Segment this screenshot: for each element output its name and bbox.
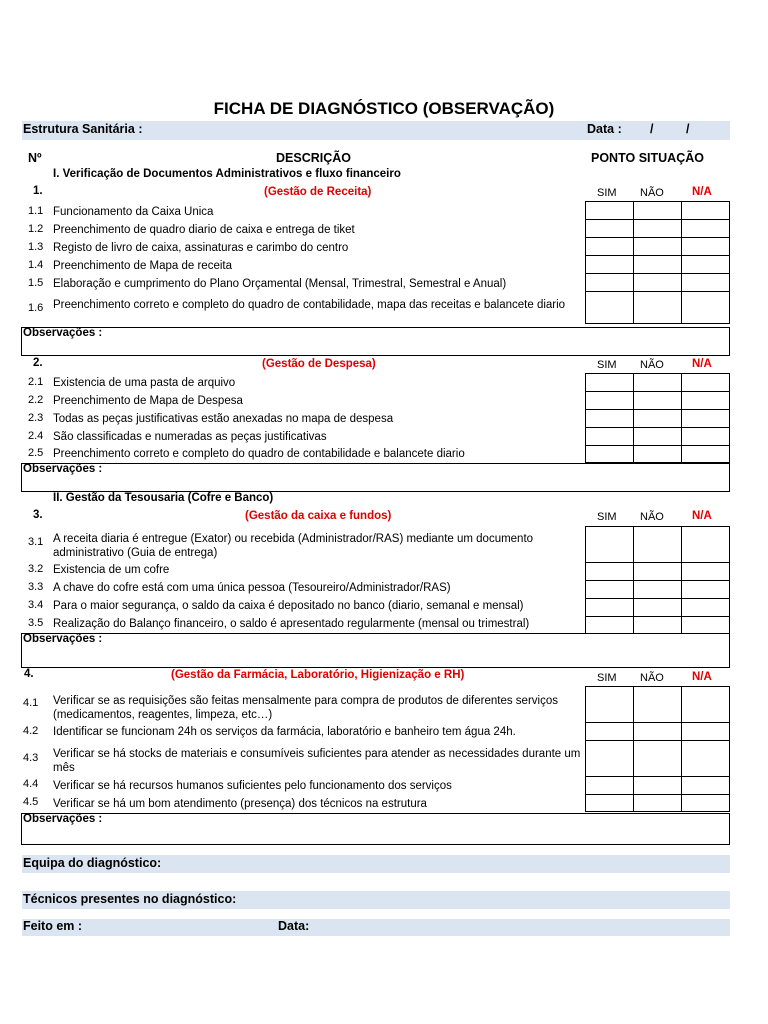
- item-description: Verificar se as requisições são feitas mensalmente para compra de produtos de diferentes serviços (medicamentos, reagentes, limpeza, etc…): [53, 695, 558, 721]
- item-description: Para o maior segurança, o saldo da caixa é depositado no banco (diario, semanal e mensal): [53, 600, 524, 612]
- sim-cell[interactable]: [586, 374, 634, 392]
- item-description: Funcionamento da Caixa Unica: [53, 206, 214, 218]
- col-num: Nº: [28, 151, 42, 165]
- nao-cell[interactable]: [634, 741, 682, 777]
- nao-cell[interactable]: [634, 428, 682, 446]
- item-description: A chave do cofre está com uma única pessoa (Tesoureiro/Administrador/RAS): [53, 582, 451, 594]
- sim-cell[interactable]: [586, 446, 634, 463]
- observacoes-label: Observações :: [23, 463, 103, 475]
- item-description: Realização do Balanço financeiro, o saldo é apresentado regularmente (mensal ou trimestral): [53, 618, 530, 630]
- sim-cell[interactable]: [586, 238, 634, 256]
- part2-title: II. Gestão da Tesousaria (Cofre e Banco): [53, 492, 274, 504]
- nao-cell[interactable]: [634, 777, 682, 795]
- nao-cell[interactable]: [634, 687, 682, 723]
- na-cell[interactable]: [682, 274, 730, 292]
- item-number: 4.1: [23, 697, 39, 709]
- observacoes-box[interactable]: [21, 463, 730, 492]
- item-number: 3.4: [28, 599, 44, 611]
- sim-cell[interactable]: [586, 256, 634, 274]
- item-number: 1.3: [28, 241, 44, 253]
- part1-title: I. Verificação de Documentos Administrativos e fluxo financeiro: [53, 168, 401, 180]
- nao-cell[interactable]: [634, 795, 682, 812]
- na-cell[interactable]: [682, 428, 730, 446]
- observacoes-box[interactable]: [21, 327, 730, 356]
- sim-cell[interactable]: [586, 777, 634, 795]
- item-description: Preenchimento de Mapa de Despesa: [53, 395, 243, 407]
- item-number: 3.2: [28, 563, 44, 575]
- item-description: Preenchimento de Mapa de receita: [53, 260, 232, 272]
- item-number: 3.3: [28, 581, 44, 593]
- na-cell[interactable]: [682, 202, 730, 220]
- na-cell[interactable]: [682, 256, 730, 274]
- checkbox-grid: [585, 373, 730, 463]
- na-cell[interactable]: [682, 795, 730, 812]
- item-description: Identificar se funcionam 24h os serviços da farmácia, laboratório e banheiro tem água 24h.: [53, 726, 516, 738]
- nao-cell[interactable]: [634, 599, 682, 617]
- section-title: (Gestão da caixa e fundos): [245, 510, 392, 522]
- sim-cell[interactable]: [586, 410, 634, 428]
- item-description: Preenchimento correto e completo do quadro de contabilidade, mapa das receitas e balancete diario: [53, 299, 566, 311]
- na-cell[interactable]: [682, 374, 730, 392]
- nao-cell[interactable]: [634, 581, 682, 599]
- nao-cell[interactable]: [634, 256, 682, 274]
- observacoes-label: Observações :: [23, 327, 103, 339]
- na-cell[interactable]: [682, 220, 730, 238]
- item-number: 3.1: [28, 536, 44, 548]
- sim-cell[interactable]: [586, 563, 634, 581]
- nao-cell[interactable]: [634, 274, 682, 292]
- na-cell[interactable]: [682, 599, 730, 617]
- item-description: Preenchimento correto e completo do quadro de contabilidade e balancete diario: [53, 448, 465, 460]
- na-cell[interactable]: [682, 392, 730, 410]
- na-header: N/A: [692, 358, 712, 370]
- nao-cell[interactable]: [634, 527, 682, 563]
- item-number: 3.5: [28, 617, 44, 629]
- nao-cell[interactable]: [634, 723, 682, 741]
- na-cell[interactable]: [682, 777, 730, 795]
- sim-cell[interactable]: [586, 599, 634, 617]
- item-number: 1.2: [28, 223, 44, 235]
- sim-cell[interactable]: [586, 687, 634, 723]
- col-descricao: DESCRIÇÃO: [276, 151, 352, 165]
- sim-header: SIM: [597, 359, 617, 371]
- item-number: 2.4: [28, 430, 44, 442]
- sim-cell[interactable]: [586, 292, 634, 324]
- item-number: 1.1: [28, 205, 44, 217]
- item-description: A receita diaria é entregue (Exator) ou recebida (Administrador/RAS) mediante um documento administrativo (Guia de entrega): [53, 533, 534, 559]
- na-cell[interactable]: [682, 446, 730, 463]
- sim-cell[interactable]: [586, 723, 634, 741]
- checkbox-grid: [585, 526, 730, 634]
- section-title: (Gestão de Receita): [264, 186, 372, 198]
- date-slash: /: [650, 122, 654, 136]
- item-number: 1.4: [28, 259, 44, 271]
- section-number: 4.: [24, 668, 34, 680]
- nao-header: NÃO: [640, 187, 664, 199]
- footer-data-label: Data:: [278, 919, 310, 933]
- item-description: Preenchimento de quadro diario de caixa e entrega de tiket: [53, 224, 355, 236]
- section-number: 3.: [33, 509, 43, 521]
- sim-header: SIM: [597, 187, 617, 199]
- na-cell[interactable]: [682, 238, 730, 256]
- sim-cell[interactable]: [586, 527, 634, 563]
- nao-cell[interactable]: [634, 410, 682, 428]
- nao-cell[interactable]: [634, 446, 682, 463]
- sim-cell[interactable]: [586, 428, 634, 446]
- na-cell[interactable]: [682, 410, 730, 428]
- na-cell[interactable]: [682, 527, 730, 563]
- nao-cell[interactable]: [634, 292, 682, 324]
- item-description: Existencia de um cofre: [53, 564, 170, 576]
- nao-cell[interactable]: [634, 392, 682, 410]
- nao-cell[interactable]: [634, 617, 682, 634]
- nao-header: NÃO: [640, 511, 664, 523]
- item-description: Todas as peças justificativas estão anexadas no mapa de despesa: [53, 413, 394, 425]
- sim-cell[interactable]: [586, 392, 634, 410]
- sim-cell[interactable]: [586, 274, 634, 292]
- item-number: 2.3: [28, 412, 44, 424]
- nao-cell[interactable]: [634, 374, 682, 392]
- nao-cell[interactable]: [634, 563, 682, 581]
- nao-cell[interactable]: [634, 238, 682, 256]
- sim-cell[interactable]: [586, 741, 634, 777]
- col-ponto-situacao: PONTO SITUAÇÃO: [591, 151, 704, 165]
- tecnicos-label: Técnicos presentes no diagnóstico:: [23, 892, 237, 906]
- item-description: São classificadas e numeradas as peças justificativas: [53, 431, 327, 443]
- section-title: (Gestão da Farmácia, Laboratório, Higienização e RH): [171, 669, 465, 681]
- item-number: 1.6: [28, 302, 44, 314]
- item-description: Verificar se há stocks de materiais e consumíveis suficientes para atender as necessidades durante um mês: [53, 748, 581, 774]
- item-number: 4.3: [23, 752, 39, 764]
- nao-cell[interactable]: [634, 202, 682, 220]
- data-label: Data :: [587, 122, 622, 136]
- sim-cell[interactable]: [586, 795, 634, 812]
- sim-cell[interactable]: [586, 202, 634, 220]
- feito-label: Feito em :: [23, 919, 83, 933]
- observacoes-label: Observações :: [23, 633, 103, 645]
- observacoes-box[interactable]: [21, 633, 730, 668]
- estrutura-label: Estrutura Sanitária :: [23, 122, 143, 136]
- item-number: 2.2: [28, 394, 44, 406]
- item-number: 2.5: [28, 447, 44, 459]
- sim-header: SIM: [597, 511, 617, 523]
- na-cell[interactable]: [682, 292, 730, 324]
- na-cell[interactable]: [682, 741, 730, 777]
- page-title: FICHA DE DIAGNÓSTICO (OBSERVAÇÃO): [213, 99, 555, 118]
- date-slash: /: [686, 122, 690, 136]
- equipa-label: Equipa do diagnóstico:: [23, 856, 162, 870]
- item-description: Verificar se há recursos humanos suficientes pelo funcionamento dos serviços: [53, 780, 452, 792]
- sim-header: SIM: [597, 672, 617, 684]
- sim-cell[interactable]: [586, 220, 634, 238]
- item-number: 4.2: [23, 725, 39, 737]
- nao-header: NÃO: [640, 672, 664, 684]
- na-cell[interactable]: [682, 563, 730, 581]
- nao-header: NÃO: [640, 359, 664, 371]
- sim-cell[interactable]: [586, 617, 634, 634]
- section-number: 1.: [33, 185, 43, 197]
- item-number: 4.4: [23, 778, 39, 790]
- na-cell[interactable]: [682, 581, 730, 599]
- item-number: 4.5: [23, 796, 39, 808]
- na-header: N/A: [692, 510, 712, 522]
- item-number: 1.5: [28, 277, 44, 289]
- na-cell[interactable]: [682, 617, 730, 634]
- feito-band[interactable]: [22, 919, 730, 936]
- item-description: Registo de livro de caixa, assinaturas e carimbo do centro: [53, 242, 349, 254]
- observacoes-label: Observações :: [23, 813, 103, 825]
- checkbox-grid: [585, 686, 730, 812]
- na-header: N/A: [692, 186, 712, 198]
- item-number: 2.1: [28, 376, 44, 388]
- observacoes-box[interactable]: [21, 813, 730, 845]
- item-description: Verificar se há um bom atendimento (presença) dos técnicos na estrutura: [53, 798, 427, 810]
- section-title: (Gestão de Despesa): [262, 358, 376, 370]
- sim-cell[interactable]: [586, 581, 634, 599]
- na-cell[interactable]: [682, 687, 730, 723]
- na-cell[interactable]: [682, 723, 730, 741]
- section-number: 2.: [33, 357, 43, 369]
- nao-cell[interactable]: [634, 220, 682, 238]
- na-header: N/A: [692, 671, 712, 683]
- checkbox-grid: [585, 201, 730, 324]
- item-description: Existencia de uma pasta de arquivo: [53, 377, 236, 389]
- item-description: Elaboração e cumprimento do Plano Orçamental (Mensal, Trimestral, Semestral e Anual): [53, 278, 507, 290]
